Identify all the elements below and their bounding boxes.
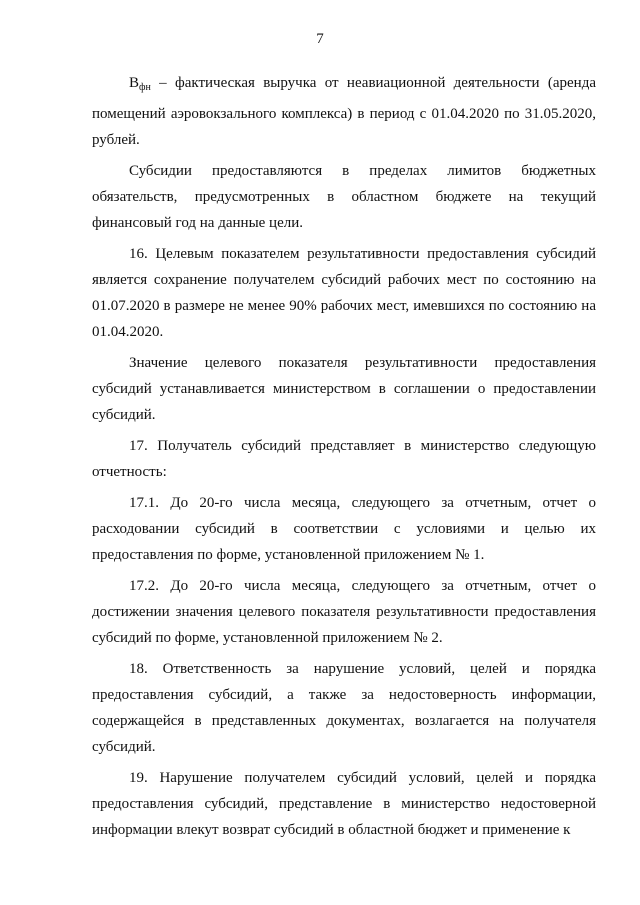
formula-symbol-subscript: фн [139, 82, 151, 93]
paragraph-target-indicator: Значение целевого показателя результативности предоставления субсидий устанавливается министерством в соглашении о предоставлении субсидий. [92, 355, 596, 423]
formula-definition-text: – фактическая выручка от неавиационной деятельности (аренда помещений аэровокзального комплекса) в период с 01.04.2020 по 31.05.2020, рублей. [92, 75, 596, 148]
formula-definition-paragraph [92, 70, 596, 153]
paragraph-subsidy-limits: Субсидии предоставляются в пределах лимитов бюджетных обязательств, предусмотренных в областном бюджете на текущий финансовый год на данные цели. [92, 163, 596, 231]
formula-symbol: В [129, 75, 140, 91]
paragraph-18: 18. Ответственность за нарушение условий, целей и порядка предоставления субсидий, а также за недостоверность информации, содержащейся в представленных документах, возлагается на получателя субсидий. [92, 661, 596, 755]
paragraph-17-1: 17.1. До 20-го числа месяца, следующего за отчетным, отчет о расходовании субсидий в соответствии с условиями и целью их предоставления по форме, установленной приложением № 1. [92, 495, 596, 563]
paragraph-19: 19. Нарушение получателем субсидий условий, целей и порядка предоставления субсидий, представление в министерство недостоверной информации влекут возврат субсидий в областной бюджет и применение к [92, 770, 596, 838]
paragraph-16: 16. Целевым показателем результативности предоставления субсидий является сохранение получателем субсидий рабочих мест по состоянию на 01.07.2020 в размере не менее 90% рабочих мест, имевшихся по состоянию на 01.04.2020. [92, 246, 596, 340]
document-body [92, 70, 596, 843]
paragraph-17: 17. Получатель субсидий представляет в министерство следующую отчетность: [92, 438, 596, 480]
page-number: 7 [316, 31, 324, 47]
paragraph-17-2: 17.2. До 20-го числа месяца, следующего за отчетным, отчет о достижении значения целевого показателя результативности предоставления субсидий по форме, установленной приложением № 2. [92, 578, 596, 646]
